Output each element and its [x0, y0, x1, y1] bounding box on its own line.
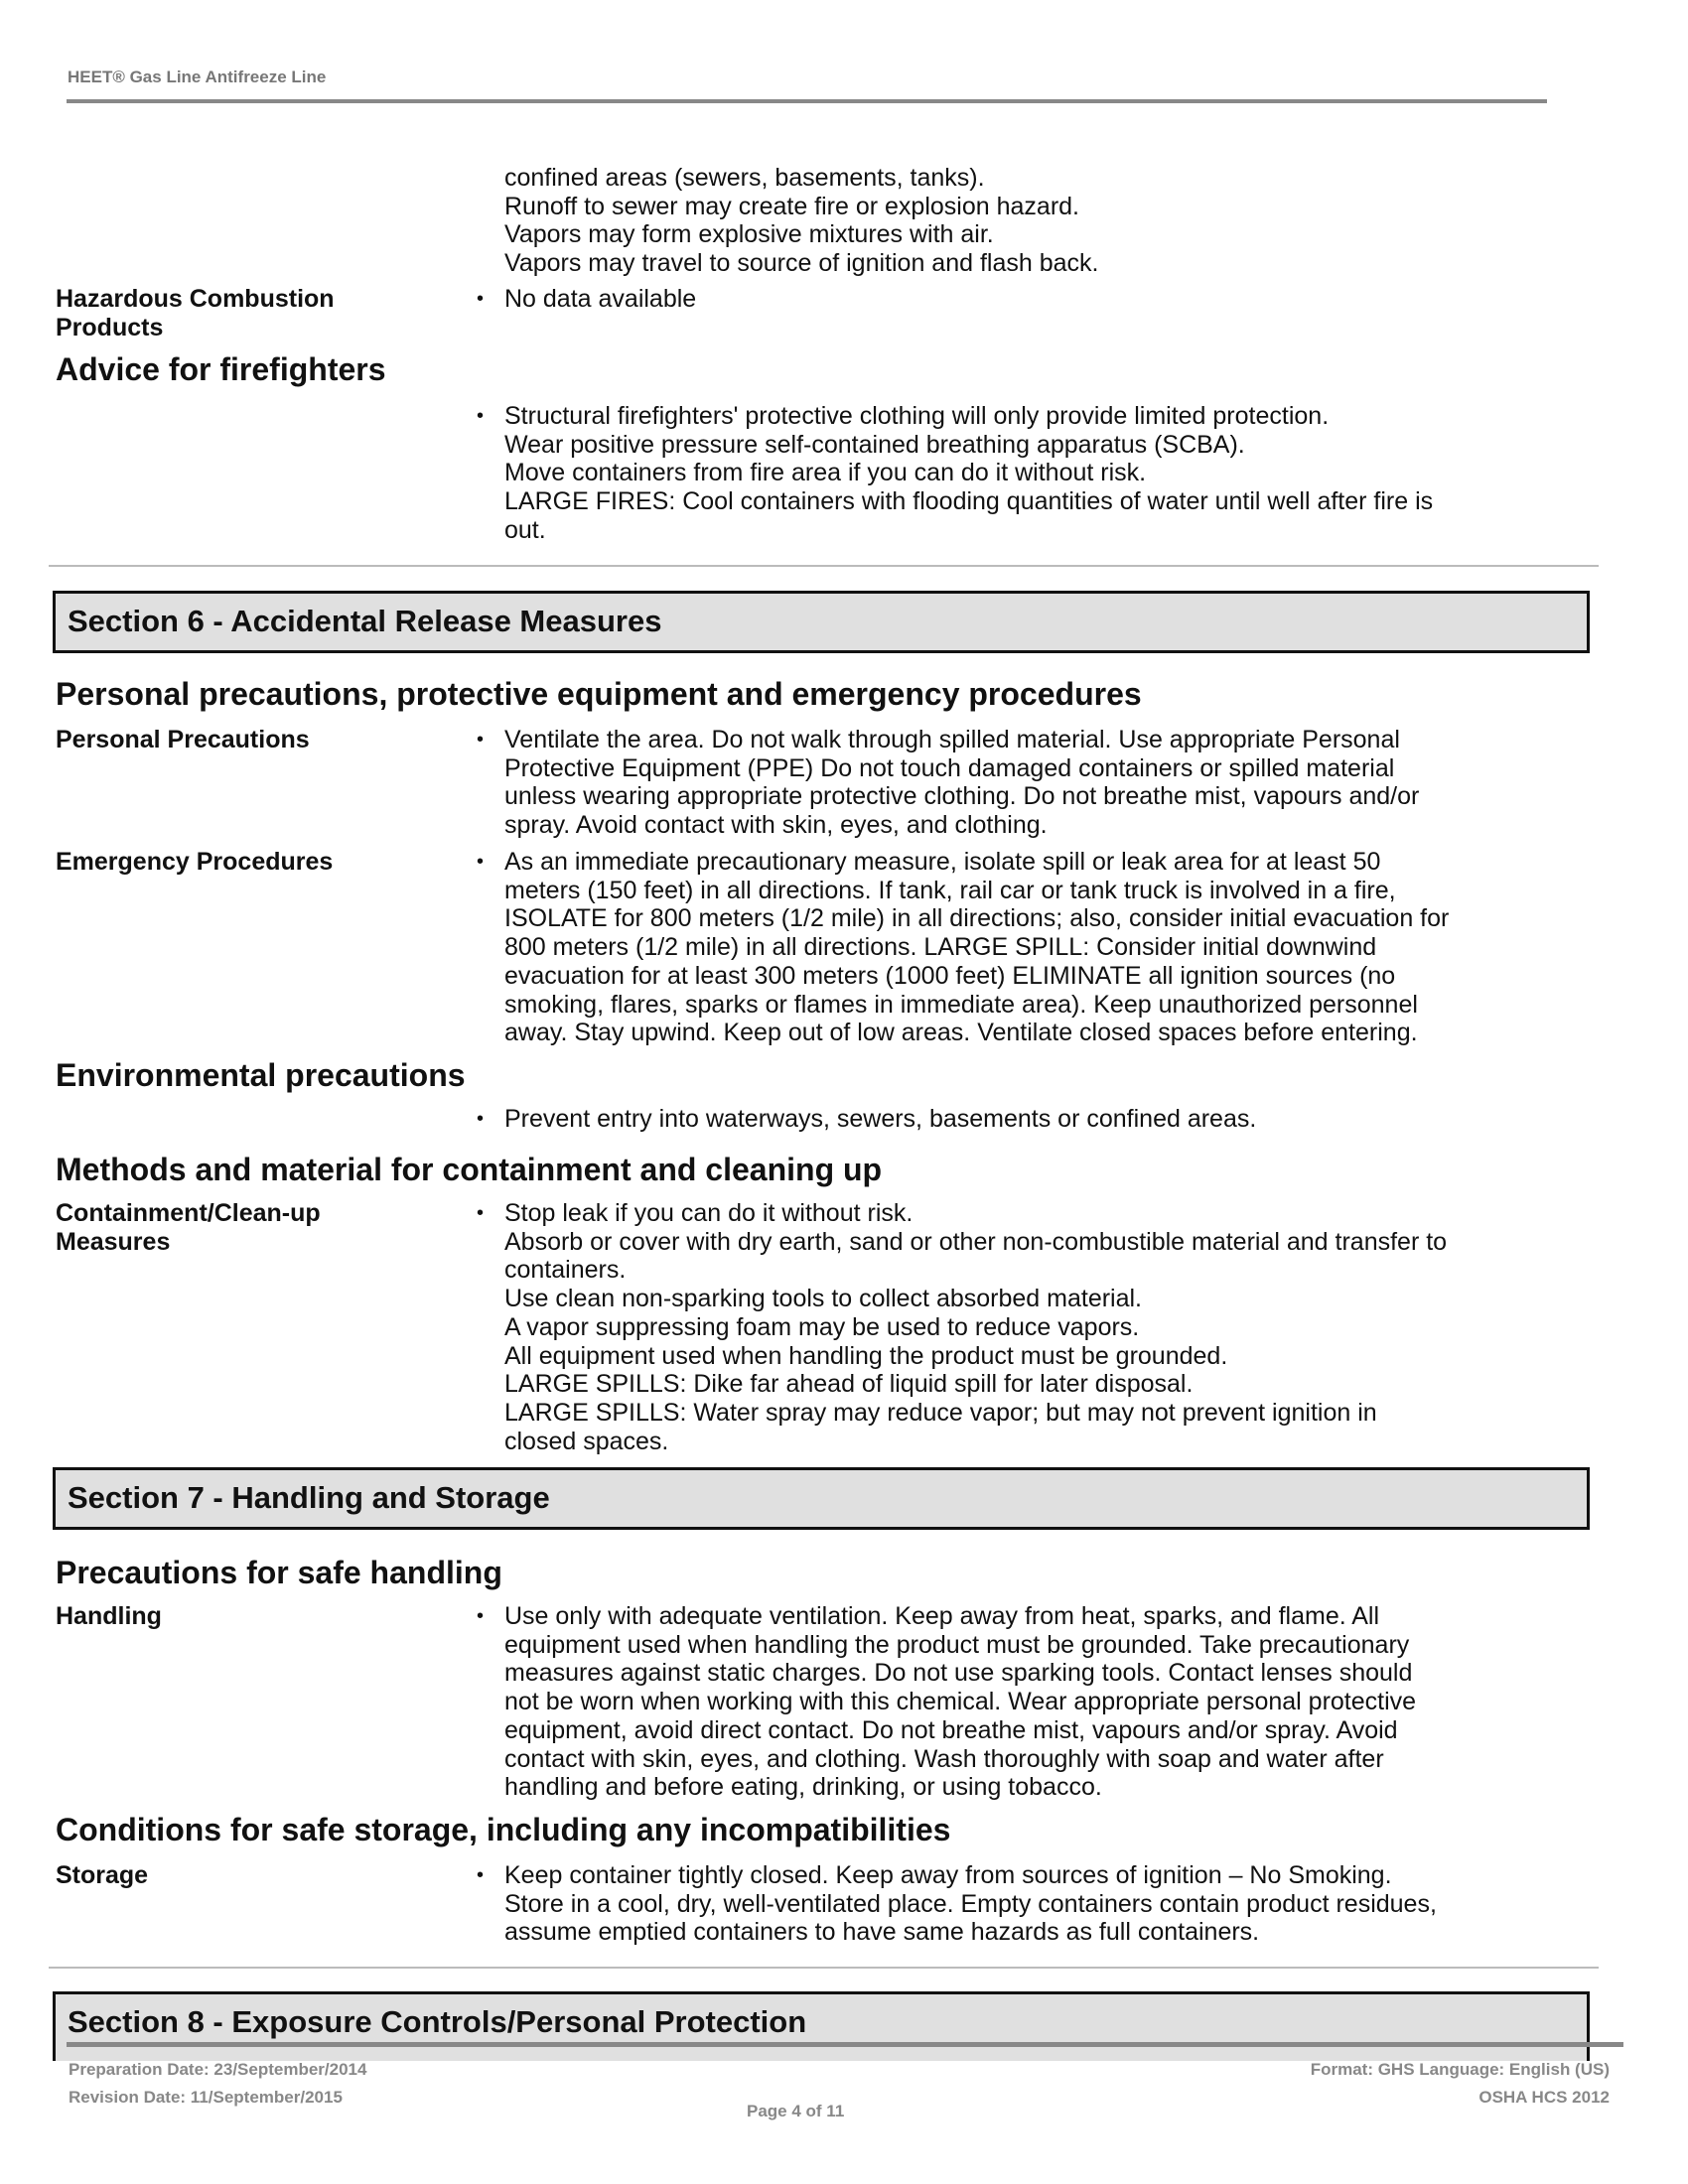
environmental-text: [477, 1105, 1597, 1134]
handling-text: [477, 1602, 1597, 1802]
firefighters-text: [477, 402, 1597, 545]
page-number: Page 4 of 11: [747, 2102, 845, 2120]
bullet-icon: •: [477, 288, 485, 310]
text-line: LARGE SPILLS: Water spray may reduce vapor; but may not prevent ignition in: [504, 1398, 1377, 1427]
heading-safe-storage: Conditions for safe storage, including any incompatibilities: [56, 1812, 951, 1847]
heading-safe-handling: Precautions for safe handling: [56, 1555, 502, 1590]
text-line: Vapors may travel to source of ignition and flash back.: [504, 249, 1099, 278]
text-line: Use clean non-sparking tools to collect absorbed material.: [504, 1285, 1143, 1313]
heading-containment-methods: Methods and material for containment and cleaning up: [56, 1152, 883, 1187]
text-line: Wear positive pressure self-contained breathing apparatus (SCBA).: [504, 430, 1245, 459]
text-line: handling and before eating, drinking, or using tobacco.: [504, 1773, 1102, 1802]
text-line: equipment, avoid direct contact. Do not breathe mist, vapours and/or spray. Avoid: [504, 1715, 1398, 1744]
bullet-icon: •: [477, 1605, 485, 1627]
label-emergency-procedures: Emergency Procedures: [56, 848, 334, 876]
text-line: No data available: [504, 285, 697, 313]
header-divider: [67, 99, 1547, 103]
bullet-icon: •: [477, 851, 485, 873]
text-line: Ventilate the area. Do not walk through spilled material. Use appropriate Personal: [504, 726, 1400, 753]
text-line: equipment used when handling the product must be grounded. Take precautionary: [504, 1630, 1410, 1659]
text-line: containers.: [504, 1256, 627, 1285]
text-line: Move containers from fire area if you can do it without risk.: [504, 459, 1147, 487]
section-7-title: Section 7 - Handling and Storage: [68, 1480, 550, 1515]
text-line: Keep container tightly closed. Keep away from sources of ignition – No Smoking.: [504, 1861, 1392, 1889]
divider: [49, 1967, 1599, 1969]
text-line: meters (150 feet) in all directions. If tank, rail car or tank truck is involved in a fire,: [504, 876, 1396, 904]
text-line: 800 meters (1/2 mile) in all directions. LARGE SPILL: Consider initial downwind: [504, 933, 1377, 962]
label-personal-precautions: Personal Precautions: [56, 726, 310, 753]
text-line: ISOLATE for 800 meters (1/2 mile) in all directions; also, consider initial evacuation for: [504, 904, 1450, 933]
text-line: assume emptied containers to have same hazards as full containers.: [504, 1918, 1260, 1947]
storage-text: [477, 1861, 1597, 1947]
section-6-header: [53, 591, 1590, 653]
text-line: Store in a cool, dry, well-ventilated place. Empty containers contain product residues,: [504, 1889, 1437, 1918]
heading-environmental: Environmental precautions: [56, 1057, 466, 1093]
text-line: away. Stay upwind. Keep out of low areas. Ventilate closed spaces before entering.: [504, 1019, 1418, 1047]
heading-personal-precautions: Personal precautions, protective equipment and emergency procedures: [56, 676, 1142, 712]
text-line: unless wearing appropriate protective clothing. Do not breathe mist, vapours and/or: [504, 782, 1420, 811]
section-8-header: [53, 1991, 1590, 2061]
section-8-title: Section 8 - Exposure Controls/Personal Protection: [68, 2004, 807, 2039]
text-line: A vapor suppressing foam may be used to reduce vapors.: [504, 1312, 1140, 1341]
text-line: not be worn when working with this chemical. Wear appropriate personal protective: [504, 1688, 1417, 1716]
bullet-icon: •: [477, 1864, 485, 1886]
text-line: LARGE SPILLS: Dike far ahead of liquid spill for later disposal.: [504, 1370, 1194, 1399]
bullet-icon: •: [477, 1202, 485, 1224]
text-line: spray. Avoid contact with skin, eyes, and clothing.: [504, 811, 1048, 840]
text-line: Runoff to sewer may create fire or explosion hazard.: [504, 192, 1079, 220]
revision-date: Revision Date: 11/September/2015: [69, 2088, 343, 2107]
combustion-products-text: [477, 285, 1597, 314]
text-line: Stop leak if you can do it without risk.: [504, 1199, 914, 1227]
preparation-date: Preparation Date: 23/September/2014: [69, 2060, 367, 2079]
section-6-title: Section 6 - Accidental Release Measures: [68, 604, 662, 638]
bullet-icon: •: [477, 405, 485, 427]
section-7-header: [53, 1467, 1590, 1530]
label-containment: Containment/Clean-up Measures: [56, 1199, 321, 1256]
document-header-title: HEET® Gas Line Antifreeze Line: [68, 68, 327, 86]
emergency-procedures-text: [477, 848, 1597, 1047]
text-line: out.: [504, 515, 546, 544]
heading-advice-firefighters: Advice for firefighters: [56, 351, 386, 387]
text-line: LARGE FIRES: Cool containers with flooding quantities of water until well after fire is: [504, 487, 1434, 516]
divider: [49, 565, 1599, 567]
fire-hazard-continued: [504, 164, 1597, 278]
text-line: Use only with adequate ventilation. Keep away from heat, sparks, and flame. All: [504, 1602, 1380, 1630]
footer-divider: [67, 2042, 1623, 2047]
label-storage: Storage: [56, 1861, 149, 1889]
text-line: As an immediate precautionary measure, isolate spill or leak area for at least 50: [504, 848, 1381, 876]
text-line: closed spaces.: [504, 1427, 669, 1455]
text-line: confined areas (sewers, basements, tanks).: [504, 164, 985, 192]
text-line: Structural firefighters' protective clothing will only provide limited protection.: [504, 402, 1330, 430]
text-line: evacuation for at least 300 meters (1000 feet) ELIMINATE all ignition sources (no: [504, 961, 1396, 990]
text-line: Absorb or cover with dry earth, sand or other non-combustible material and transfer to: [504, 1227, 1448, 1256]
label-combustion-products: Hazardous Combustion Products: [56, 285, 335, 341]
osha-standard: OSHA HCS 2012: [1478, 2088, 1610, 2107]
text-line: measures against static charges. Do not use sparking tools. Contact lenses should: [504, 1659, 1413, 1688]
bullet-icon: •: [477, 729, 485, 751]
text-line: Prevent entry into waterways, sewers, basements or confined areas.: [504, 1105, 1257, 1133]
text-line: All equipment used when handling the product must be grounded.: [504, 1341, 1228, 1370]
text-line: Vapors may form explosive mixtures with air.: [504, 220, 994, 249]
label-handling: Handling: [56, 1602, 162, 1630]
text-line: Protective Equipment (PPE) Do not touch damaged containers or spilled material: [504, 753, 1395, 782]
format-language: Format: GHS Language: English (US): [1310, 2060, 1610, 2079]
personal-precautions-text: [477, 726, 1597, 840]
text-line: contact with skin, eyes, and clothing. Wash thoroughly with soap and water after: [504, 1744, 1384, 1773]
text-line: smoking, flares, sparks or flames in immediate area). Keep unauthorized personnel: [504, 990, 1418, 1019]
containment-text: [477, 1199, 1597, 1455]
bullet-icon: •: [477, 1108, 485, 1130]
